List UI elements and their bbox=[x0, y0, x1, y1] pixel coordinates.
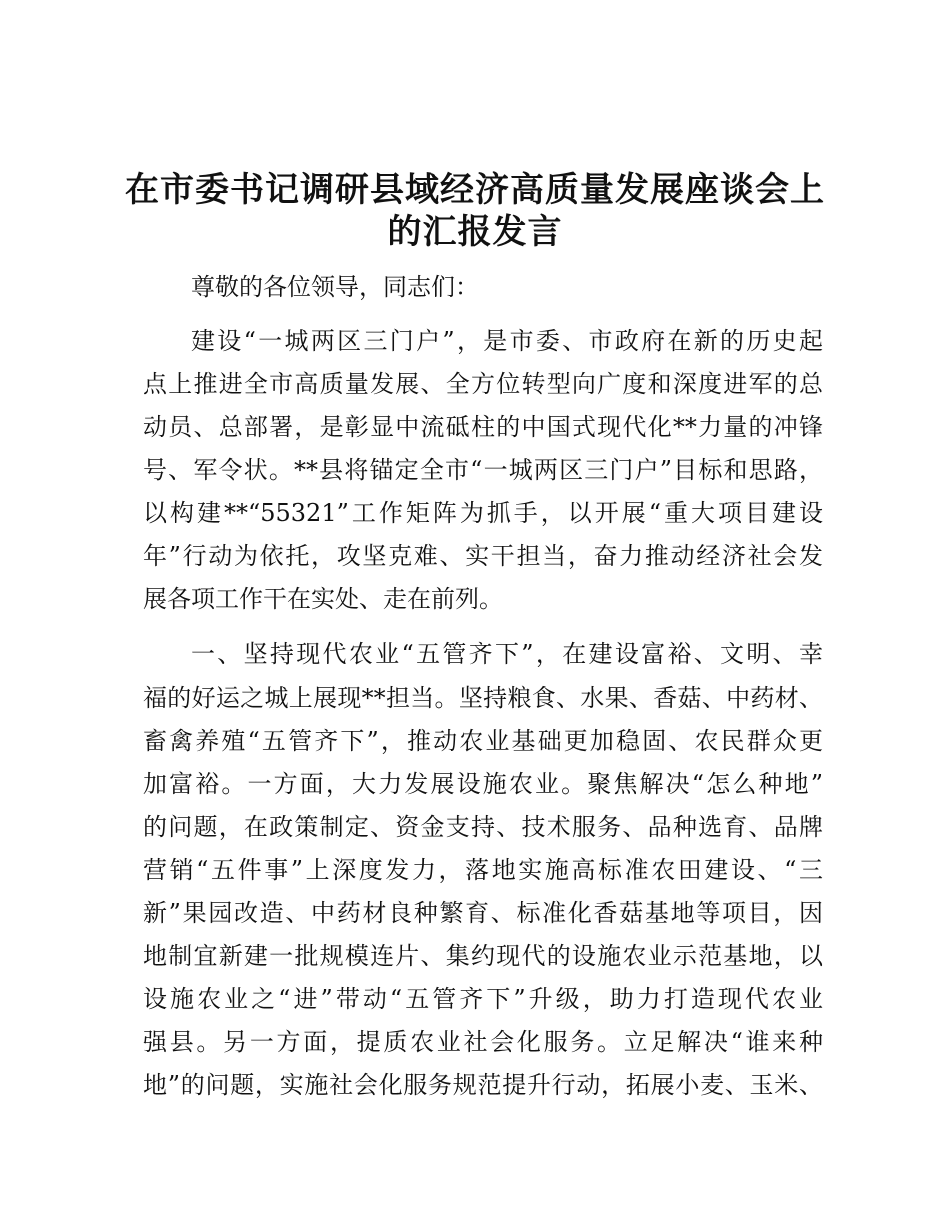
paragraph-2-line: 地”的问题，实施社会化服务规范提升行动，拓展小麦、玉米、 bbox=[143, 1071, 823, 1099]
paragraph-2-line: 强县。另一方面，提质农业社会化服务。立足解决“谁来种 bbox=[143, 1028, 823, 1056]
paragraph-2-line: 地制宜新建一批规模连片、集约现代的设施农业示范基地，以 bbox=[143, 942, 823, 970]
paragraph-2-line: 营销“五件事”上深度发力，落地实施高标准农田建设、“三 bbox=[143, 856, 823, 884]
paragraph-1-line: 动员、总部署，是彰显中流砥柱的中国式现代化**力量的冲锋 bbox=[143, 413, 823, 441]
paragraph-2-line: 一、坚持现代农业“五管齐下”，在建设富裕、文明、幸 bbox=[191, 640, 823, 668]
document-title-line-1: 在市委书记调研县域经济高质量发展座谈会上 bbox=[125, 170, 825, 210]
paragraph-1-line: 以构建**“55321”工作矩阵为抓手，以开展“重大项目建设 bbox=[143, 499, 823, 527]
paragraph-2-line: 加富裕。一方面，大力发展设施农业。聚焦解决“怎么种地” bbox=[143, 770, 823, 798]
paragraph-2-line: 的问题，在政策制定、资金支持、技术服务、品种选育、品牌 bbox=[143, 813, 823, 841]
paragraph-1-line: 年”行动为依托，攻坚克难、实干担当，奋力推动经济社会发 bbox=[143, 542, 823, 570]
paragraph-2-line: 设施农业之“进”带动“五管齐下”升级，助力打造现代农业 bbox=[143, 985, 823, 1013]
paragraph-2-line: 新”果园改造、中药材良种繁育、标准化香菇基地等项目，因 bbox=[143, 899, 823, 927]
paragraph-1-line: 建设“一城两区三门户”，是市委、市政府在新的历史起 bbox=[191, 327, 823, 355]
paragraph-1-line: 点上推进全市高质量发展、全方位转型向广度和深度进军的总 bbox=[143, 370, 823, 398]
salutation: 尊敬的各位领导，同志们： bbox=[191, 273, 479, 301]
paragraph-1-line: 号、军令状。**县将锚定全市“一城两区三门户”目标和思路， bbox=[143, 456, 823, 484]
paragraph-2-line: 福的好运之城上展现**担当。坚持粮食、水果、香菇、中药材、 bbox=[143, 684, 823, 712]
document-title-line-2: 的汇报发言 bbox=[387, 212, 563, 252]
paragraph-1-line: 展各项工作干在实处、走在前列。 bbox=[143, 585, 503, 613]
paragraph-2-line: 畜禽养殖“五管齐下”，推动农业基础更加稳固、农民群众更 bbox=[143, 727, 823, 755]
